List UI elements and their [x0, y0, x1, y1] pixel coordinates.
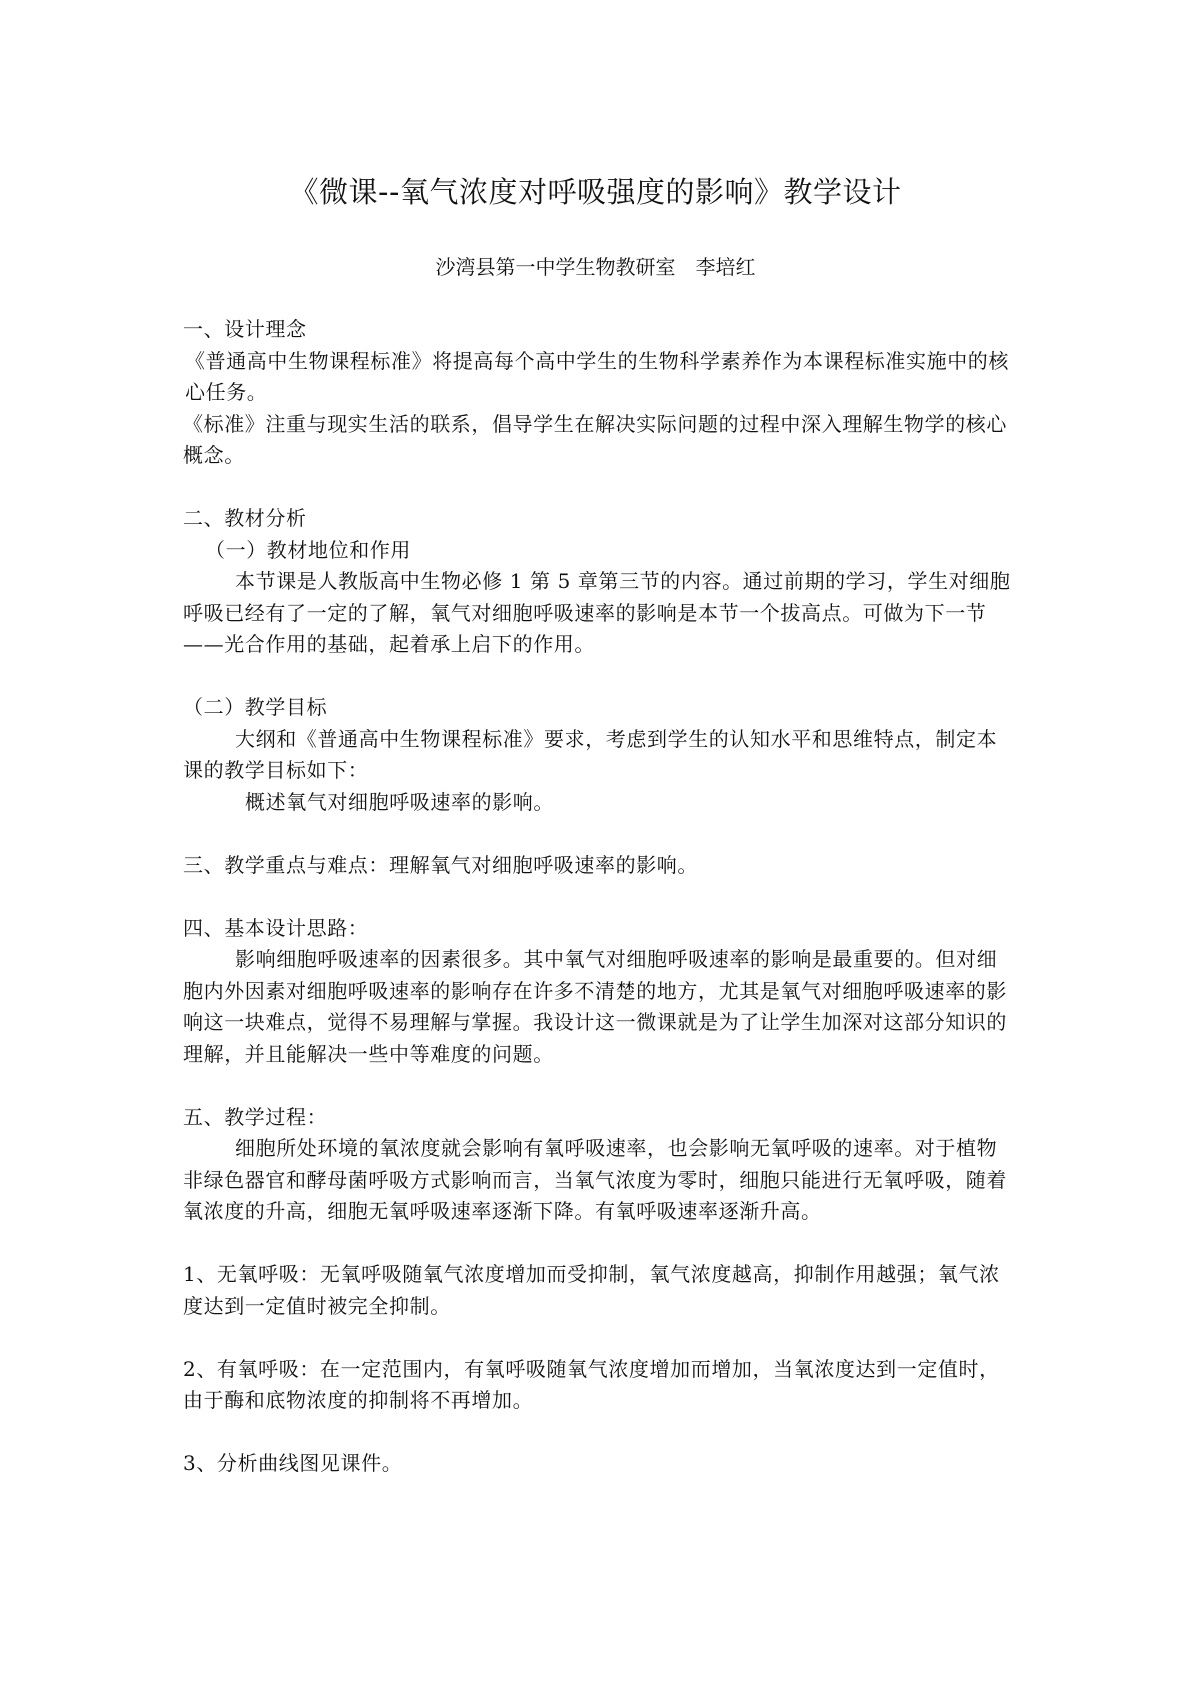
author-line: 沙湾县第一中学生物教研室 李培红 — [435, 255, 756, 279]
paragraph: 影响细胞呼吸速率的因素很多。其中氧气对细胞呼吸速率的影响是最重要的。但对细胞内外因素对细胞呼吸速率的影响存在许多不清楚的地方，尤其是氧气对细胞呼吸速率的影响这一块难点，觉得不易理解与掌握。我设计这一微课就是为了让学生加深对这部分知识的理解，并且能解决一些中等难度的问题。 — [183, 947, 1007, 1066]
paragraph: 《标准》注重与现实生活的联系，倡导学生在解决实际问题的过程中深入理解生物学的核心概念。 — [183, 411, 1007, 467]
paragraph: 大纲和《普通高中生物课程标准》要求，考虑到学生的认知水平和思维特点，制定本课的教学目标如下： — [183, 726, 998, 782]
section-heading-2: 二、教材分析 — [183, 506, 307, 530]
paragraph: 细胞所处环境的氧浓度就会影响有氧呼吸速率，也会影响无氧呼吸的速率。对于植物非绿色器官和酵母菌呼吸方式影响而言，当氧气浓度为零时，细胞只能进行无氧呼吸，随着氧浓度的升高，细胞无氧呼吸速率逐渐下降。有氧呼吸速率逐渐升高。 — [183, 1136, 1007, 1223]
section-heading-4: 四、基本设计思路： — [183, 915, 369, 940]
subsection-heading: （一）教材地位和作用 — [205, 537, 411, 562]
section-heading-1: 一、设计理念 — [183, 317, 307, 341]
section-heading-5: 五、教学过程： — [183, 1104, 328, 1129]
paragraph: 《普通高中生物课程标准》将提高每个高中学生的生物科学素养作为本课程标准实施中的核心任务。 — [185, 348, 1009, 404]
paragraph: 本节课是人教版高中生物必修 1 第 5 章第三节的内容。通过前期的学习，学生对细胞呼吸已经有了一定的了解，氧气对细胞呼吸速率的影响是本节一个拔高点。可做为下一节——光合作用的基础，起着承上启下的作用。 — [183, 569, 1011, 656]
list-item: 2、有氧呼吸：在一定范围内，有氧呼吸随氧气浓度增加而增加，当氧浓度达到一定值时，由于酶和底物浓度的抑制将不再增加。 — [183, 1356, 1000, 1412]
document-body — [183, 314, 1013, 1480]
document-title: 《微课--氧气浓度对呼吸强度的影响》教学设计 — [289, 175, 902, 209]
subsection-heading: （二）教学目标 — [183, 695, 328, 719]
section-heading-3: 三、教学重点与难点：理解氧气对细胞呼吸速率的影响。 — [183, 852, 698, 877]
list-item: 1、无氧呼吸：无氧呼吸随氧气浓度增加而受抑制，氧气浓度越高，抑制作用越强；氧气浓度达到一定值时被完全抑制。 — [183, 1262, 1000, 1318]
teaching-goal: 概述氧气对细胞呼吸速率的影响。 — [245, 789, 554, 814]
list-item: 3、分析曲线图见课件。 — [183, 1451, 403, 1475]
